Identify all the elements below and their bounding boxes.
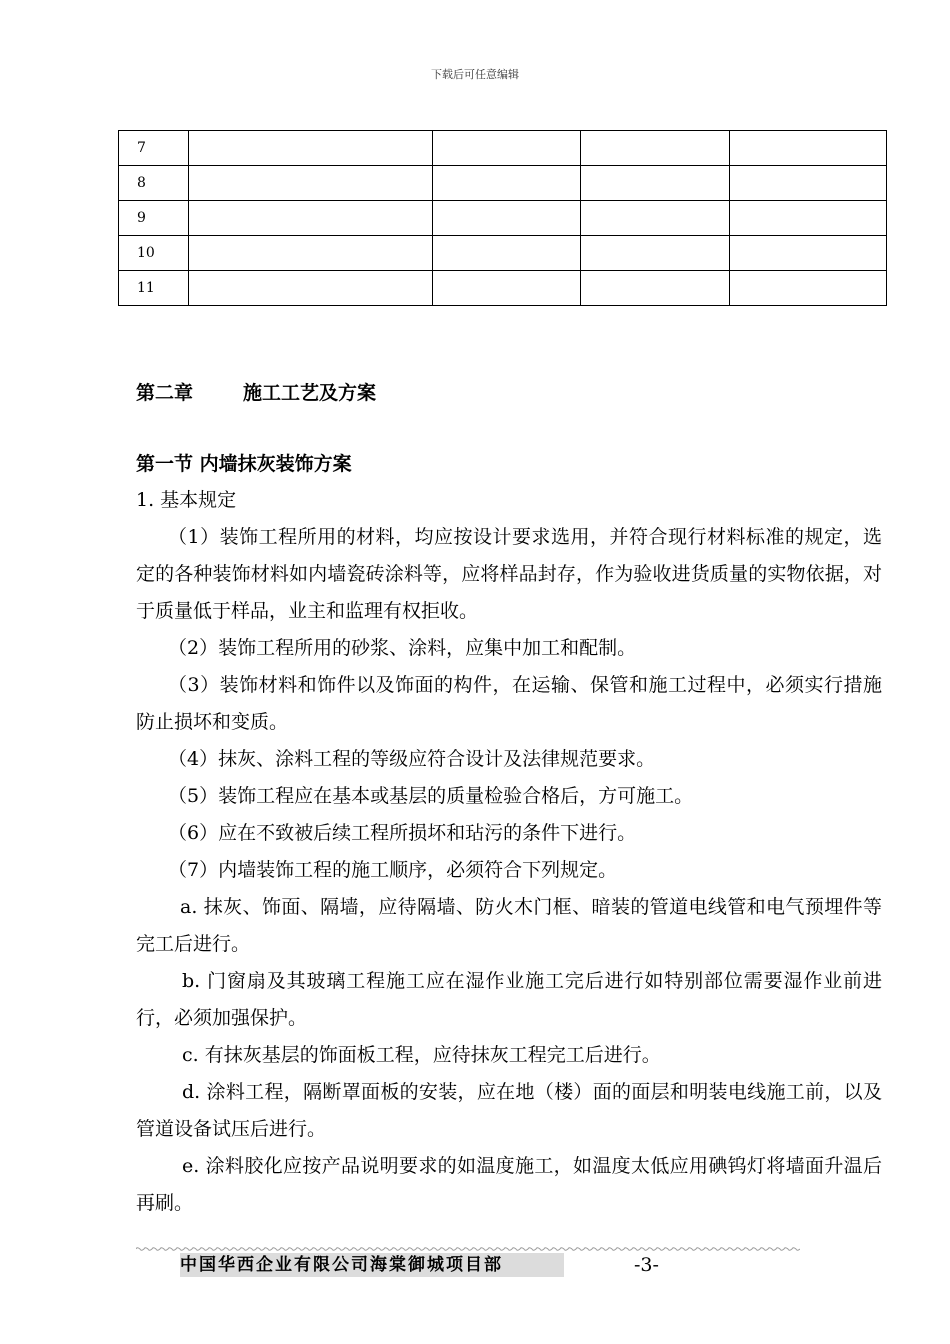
table-cell	[581, 271, 730, 306]
section-heading: 第一节 内墙抹灰装饰方案	[136, 453, 352, 475]
table-row	[119, 166, 887, 201]
paragraph-item-3: （3）装饰材料和饰件以及饰面的构件，在运输、保管和施工过程中，必须实行措施防止损坏和变质。	[136, 674, 882, 733]
paragraph-item-4: （4）抹灰、涂料工程的等级应符合设计及法律规范要求。	[168, 748, 656, 770]
paragraph-item-6: （6）应在不致被后续工程所损坏和玷污的条件下进行。	[168, 822, 637, 844]
table-cell	[730, 166, 887, 201]
table-row	[119, 236, 887, 271]
paragraph-sub-a: a. 抹灰、饰面、隔墙，应待隔墙、防火木门框、暗装的管道电线管和电气预埋件等完工后进行。	[136, 896, 882, 955]
paragraph-item-5: （5）装饰工程应在基本或基层的质量检验合格后，方可施工。	[168, 785, 694, 807]
table-cell	[189, 201, 433, 236]
chapter-number: 第二章	[136, 382, 194, 404]
paragraph-basic-rules: 1. 基本规定	[136, 489, 237, 511]
paragraph-sub-d: d. 涂料工程，隔断罩面板的安装，应在地（楼）面的面层和明装电线施工前，以及管道设备试压后进行。	[136, 1081, 882, 1140]
table-cell	[189, 131, 433, 166]
footer-company: 中国华西企业有限公司海棠御城项目部	[180, 1253, 564, 1277]
table-row	[119, 271, 887, 306]
row-number: 11	[119, 271, 189, 306]
row-number: 10	[119, 236, 189, 271]
table-cell	[730, 201, 887, 236]
table-cell	[581, 201, 730, 236]
document-body	[136, 375, 882, 1222]
footer-wavy-line	[136, 1246, 800, 1252]
table-cell	[433, 166, 581, 201]
table-cell	[730, 236, 887, 271]
table-cell	[189, 236, 433, 271]
paragraph-sub-b: b. 门窗扇及其玻璃工程施工应在湿作业施工完后进行如特别部位需要湿作业前进行，必须加强保护。	[136, 970, 882, 1029]
chapter-title: 施工工艺及方案	[243, 382, 377, 404]
table-cell	[189, 271, 433, 306]
table-cell	[581, 131, 730, 166]
paragraph-item-1: （1）装饰工程所用的材料，均应按设计要求选用，并符合现行材料标准的规定，选定的各种装饰材料如内墙瓷砖涂料等，应将样品封存，作为验收进货质量的实物依据，对于质量低于样品，业主和监理有权拒收。	[136, 526, 882, 622]
table-row	[119, 201, 887, 236]
paragraph-item-7: （7）内墙装饰工程的施工顺序，必须符合下列规定。	[168, 859, 618, 881]
table-cell	[433, 271, 581, 306]
paragraph-sub-c: c. 有抹灰基层的饰面板工程，应待抹灰工程完工后进行。	[182, 1044, 661, 1066]
table-cell	[433, 131, 581, 166]
table-cell	[189, 166, 433, 201]
table-cell	[730, 271, 887, 306]
table-cell	[433, 236, 581, 271]
paragraph-sub-e: e. 涂料胶化应按产品说明要求的如温度施工，如温度太低应用碘钨灯将墙面升温后再刷。	[136, 1155, 882, 1214]
table-cell	[581, 236, 730, 271]
table-cell	[433, 201, 581, 236]
page-header: 下载后可任意编辑	[431, 68, 519, 81]
chapter-heading	[136, 375, 882, 411]
page-number: -3-	[634, 1254, 659, 1276]
table-cell	[730, 131, 887, 166]
paragraph-item-2: （2）装饰工程所用的砂浆、涂料，应集中加工和配制。	[168, 637, 637, 659]
row-number: 7	[119, 131, 189, 166]
data-table	[118, 130, 887, 306]
row-number: 9	[119, 201, 189, 236]
table-row	[119, 131, 887, 166]
row-number: 8	[119, 166, 189, 201]
table-cell	[581, 166, 730, 201]
page-footer	[180, 1253, 660, 1277]
